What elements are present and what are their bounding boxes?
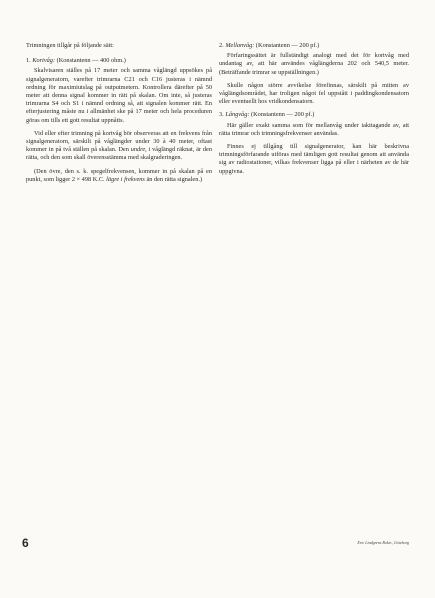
- section-title: Mellanvåg:: [225, 42, 255, 49]
- section-number: 2.: [219, 42, 224, 49]
- text-run: (Den övre, den s. k. spegelfrekvensen, kommer in på skalan på en punkt, som ligger 2 × 498 K.C.: [26, 167, 212, 183]
- text-run: Vid eller efter trimning på kortvåg bör observeras att en frekvens från signalgeneratorn, särskilt på våglängder under 30 à 40 meter, oftast kommer in på två ställen på skalan. Den: [26, 129, 212, 154]
- text-run: , i våglängd räknat, är den rätta, och den som skall överensstämma med skalgraderingen.: [26, 146, 212, 162]
- paragraph-kortvag-observation: [26, 130, 212, 163]
- page-number: 6: [22, 536, 29, 550]
- paragraph-spegelfrekvens: [26, 168, 212, 184]
- section-note: (Konstantenn — 200 pf.): [251, 111, 315, 119]
- paragraph-mellanvag: Förfaringssättet är fullständigt analogt med det för kortvåg med undantag av, att här användes våglängderna 202 och 540,5 meter. (Beträffande trimrar se uppställningen.): [219, 52, 409, 76]
- paragraph-radiostationer: Finnes ej tillgång till signalgenerator, kan här beskrivna trimningsförfarande utföras med tämligen gott resultat genom att använda sig av radiostationer, vilkas frekvenser ligga på eller i närheten av de här uppgivna.: [219, 143, 409, 175]
- paragraph-kortvag-procedure: Skalvisaren ställes på 17 meter och samma våglängd uppsökes på signalgeneratorn, varefter trimrarna C21 och C16 justeras i nämnd ordning för maximiutslag på outputmetern. Kontrollera därefter på 50 meter att denna signal kommer in rätt på skalan. Om inte, så justeras trimrarna S4 och S1 i nämnd ordning så, att signalen kommer rätt. En efterjustering måste nu i allmänhet ske på 17 meter och hela proceduren göras om tills ett gott resultat uppnåtts.: [26, 67, 212, 124]
- section-number: 3.: [219, 111, 224, 119]
- section-title: Kortvåg:: [32, 57, 56, 65]
- printer-imprint: Eric Lindgrens Boktr., Göteborg: [357, 540, 409, 545]
- paragraph-langvag: Här gäller exakt samma som för mellanvåg under iakttagande av, att rätta trimrar och trimningsfrekvenser användas.: [219, 121, 409, 137]
- section-heading-kortvag: [26, 57, 212, 65]
- emphasized-text: lägre i frekvens: [106, 175, 145, 183]
- paragraph-avvikelse: Skulle någon större avvikelse förefinnas, särskilt på mitten av våglängdsområdet, har troligen något fel uppstått i paddingkondensatorn eller eventuellt hos vridkondensatorn.: [219, 81, 409, 106]
- section-note: (Konstantenn — 400 ohm.): [56, 57, 126, 65]
- intro-text: Trimningen tillgår på följande sätt:: [26, 42, 114, 49]
- emphasized-text: undre: [130, 146, 146, 154]
- section-number: 1.: [26, 57, 31, 65]
- section-title: Långvåg:: [225, 111, 250, 119]
- text-run: än den rätta signalen.): [144, 175, 203, 183]
- left-column: [26, 42, 212, 189]
- section-heading-langvag: [219, 111, 409, 119]
- section-note: (Konstantenn — 200 pf.): [255, 42, 320, 49]
- right-column: [219, 42, 409, 181]
- section-heading-mellanvag: [219, 42, 409, 50]
